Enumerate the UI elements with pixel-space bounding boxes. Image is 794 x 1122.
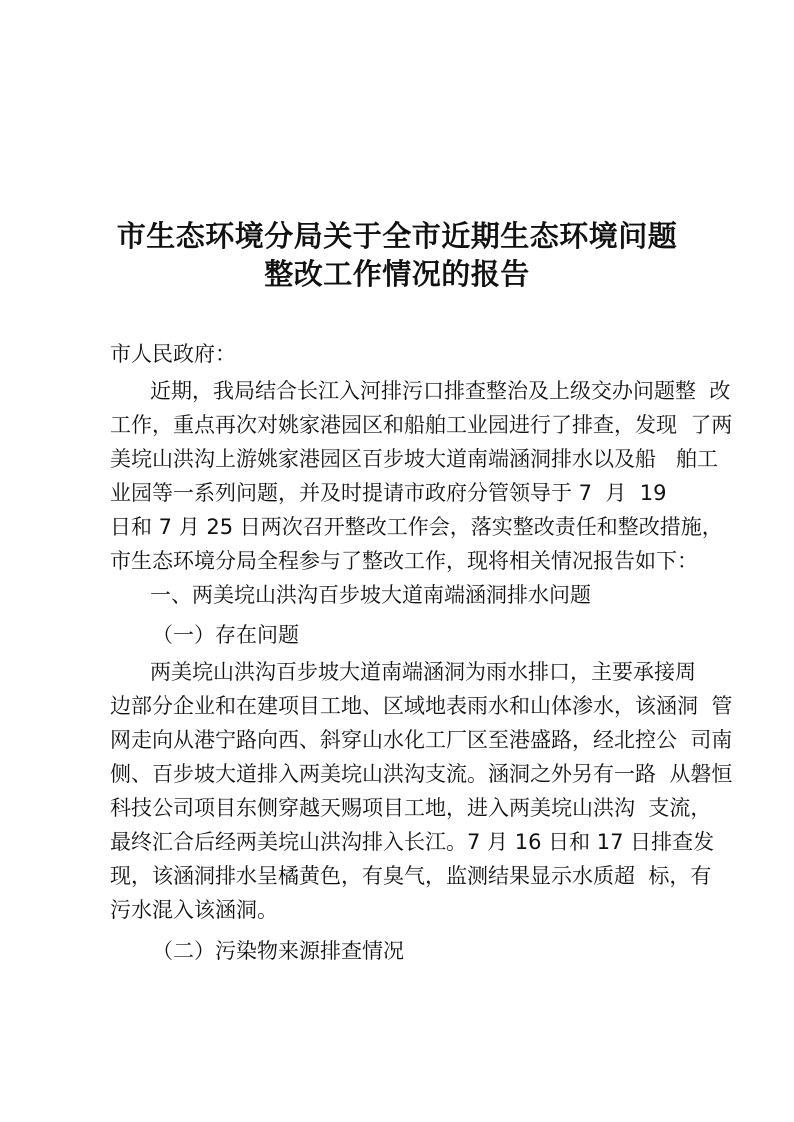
paragraph2-line: 边部分企业和在建项目工地、区域地表雨水和山体渗水，该涵洞 管 xyxy=(110,694,733,718)
subsection-heading-1: （一）存在问题 xyxy=(152,623,299,647)
paragraph1-line: 美垸山洪沟上游姚家港园区百步坡大道南端涵洞排水以及船 舶工 xyxy=(110,447,719,471)
paragraph1-line: 近期，我局结合长江入河排污口排查整治及上级交办问题整 改 xyxy=(150,379,731,403)
paragraph2-line: 侧、百步坡大道排入两美垸山洪沟支流。涵洞之外另有一路 从磐恒 xyxy=(110,762,733,786)
paragraph1-line: 工作，重点再次对姚家港园区和船舶工业园进行了排查，发现 了两 xyxy=(110,413,733,437)
paragraph2-line: 污水混入该涵洞。 xyxy=(110,898,278,922)
section-heading-1: 一、两美垸山洪沟百步坡大道南端涵洞排水问题 xyxy=(150,583,591,607)
paragraph1-line: 日和 7 月 25 日两次召开整改工作会，落实整改责任和整改措施， xyxy=(110,515,723,539)
paragraph1-line: 业园等一系列问题，并及时提请市政府分管领导于 7 月 19 xyxy=(110,481,667,505)
subsection-heading-2: （二）污染物来源排查情况 xyxy=(152,939,404,963)
paragraph1-line: 市生态环境分局全程参与了整改工作，现将相关情况报告如下： xyxy=(110,549,698,573)
document-title-line-2: 整改工作情况的报告 xyxy=(264,257,530,291)
paragraph2-line: 网走向从港宁路向西、斜穿山水化工厂区至港盛路，经北控公 司南 xyxy=(110,728,733,752)
paragraph2-line: 科技公司项目东侧穿越天赐项目工地，进入两美垸山洪沟 支流， xyxy=(110,796,712,820)
paragraph2-line: 现，该涵洞排水呈橘黄色，有臭气，监测结果显示水质超 标，有 xyxy=(110,864,712,888)
document-title-line-1: 市生态环境分局关于全市近期生态环境问题 xyxy=(116,219,678,253)
salutation: 市人民政府： xyxy=(110,342,236,366)
paragraph2-line: 两美垸山洪沟百步坡大道南端涵洞为雨水排口，主要承接周 xyxy=(150,660,696,684)
paragraph2-line: 最终汇合后经两美垸山洪沟排入长江。7 月 16 日和 17 日排查发 xyxy=(110,830,715,854)
